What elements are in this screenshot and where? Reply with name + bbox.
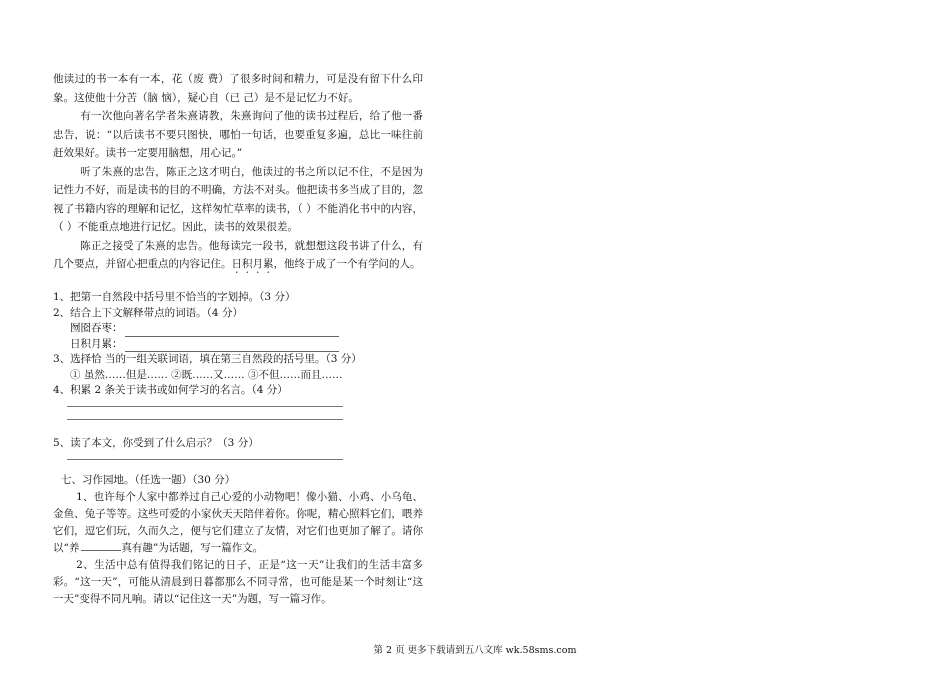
question-2-item-a-label: 囫囵吞枣： — [70, 322, 123, 334]
question-4: 4、积累 2 条关于读书或如何学习的名言。（4 分） — [53, 384, 288, 396]
passage-paragraph-4-part-1: 陈正之接受了朱熹的忠告。他每读完一段书，就想想这段书讲了什么，有几个要点，并留心把重点的内容记住。 — [53, 239, 423, 270]
left-column — [53, 70, 423, 608]
question-3-options: ① 虽然……但是…… ②既……又…… ③不但……而且…… — [70, 368, 343, 381]
composition-topic-1-part-1: 1、也许每个人家中都养过自己心爱的小动物吧！像小猫、小鸡、小乌龟、金鱼、兔子等等。这些可爱的小家伙天天陪伴着你。你呢，精心照料它们，喂养它们，逗它们玩，久而久之，便与它们建立了友情，对它们也更加了解了。请你以“养 — [53, 491, 423, 554]
answer-line[interactable] — [67, 406, 343, 407]
answer-line[interactable] — [67, 419, 343, 420]
question-2-item-a — [70, 321, 423, 337]
question-2-item-b-label: 日积月累： — [70, 337, 123, 350]
question-5: 5、读了本文，你受到了什么启示？（3 分） — [53, 436, 259, 449]
composition-topic-1-part-2: 真有趣”为话题，写一篇作文。 — [121, 542, 264, 554]
composition-topic-2: 2、生活中总有值得我们铭记的日子，正是“这一天”让我们的生活丰富多彩。“这一天”，可能从清晨到日暮都那么不同寻常，也可能是某一个时刻让“这一天”变得不同凡响。请以“记住这一天”为题，写一篇习作。 — [53, 559, 423, 605]
composition-heading: 七、习作园地。（任选一题）（30 分） — [61, 474, 236, 486]
answer-line[interactable] — [67, 459, 343, 460]
question-4-answer-area — [53, 406, 423, 436]
page-footer: 第 2 页 更多下载请到五八文库 wk.58sms.com — [373, 645, 577, 656]
composition-topic-1 — [53, 489, 423, 557]
passage-paragraph-1: 他读过的书一本有一本，花（废 费）了很多时间和精力，可是没有留下什么印象。这使他十分苦（脑 恼），疑心自（已 己）是不是记忆力不好。 — [53, 73, 423, 104]
dotted-word: 日积月累 — [231, 258, 274, 270]
spacer — [53, 276, 423, 290]
question-3: 3、选择恰 当的一组关联词语，填在第三自然段的括号里。（3 分） — [53, 353, 362, 365]
answer-line[interactable] — [125, 341, 339, 352]
blank-line[interactable] — [81, 540, 121, 551]
question-2: 2、结合上下文解释带点的词语。（4 分） — [53, 306, 243, 319]
answer-line[interactable] — [125, 326, 339, 337]
question-2-item-b — [70, 337, 423, 353]
passage-paragraph-4-part-2: ，他终于成了一个有学问的人。 — [273, 258, 421, 270]
question-1: 1、把第一自然段中括号里不恰当的字划掉。（3 分） — [53, 291, 296, 303]
passage-paragraph-2: 有一次他向著名学者朱熹请教，朱熹询问了他的读书过程后，给了他一番忠告，说：“以后读书不要只图快，哪怕一句话，也要重复多遍，总比一味往前赶效果好。读书一定要用脑想，用心记。” — [53, 110, 423, 159]
passage-paragraph-3: 听了朱熹的忠告，陈正之这才明白，他读过的书之所以记不住，不是因为记性力不好，而是读书的目的不明确，方法不对头。他把读书多当成了目的，忽视了书籍内容的理解和记忆，这样匆忙草率的读书，（ ）不能消化书中的内容，（ ）不能重点地进行记忆。因此，读书的效果很差。 — [53, 165, 423, 233]
passage-paragraph-4 — [53, 237, 423, 277]
